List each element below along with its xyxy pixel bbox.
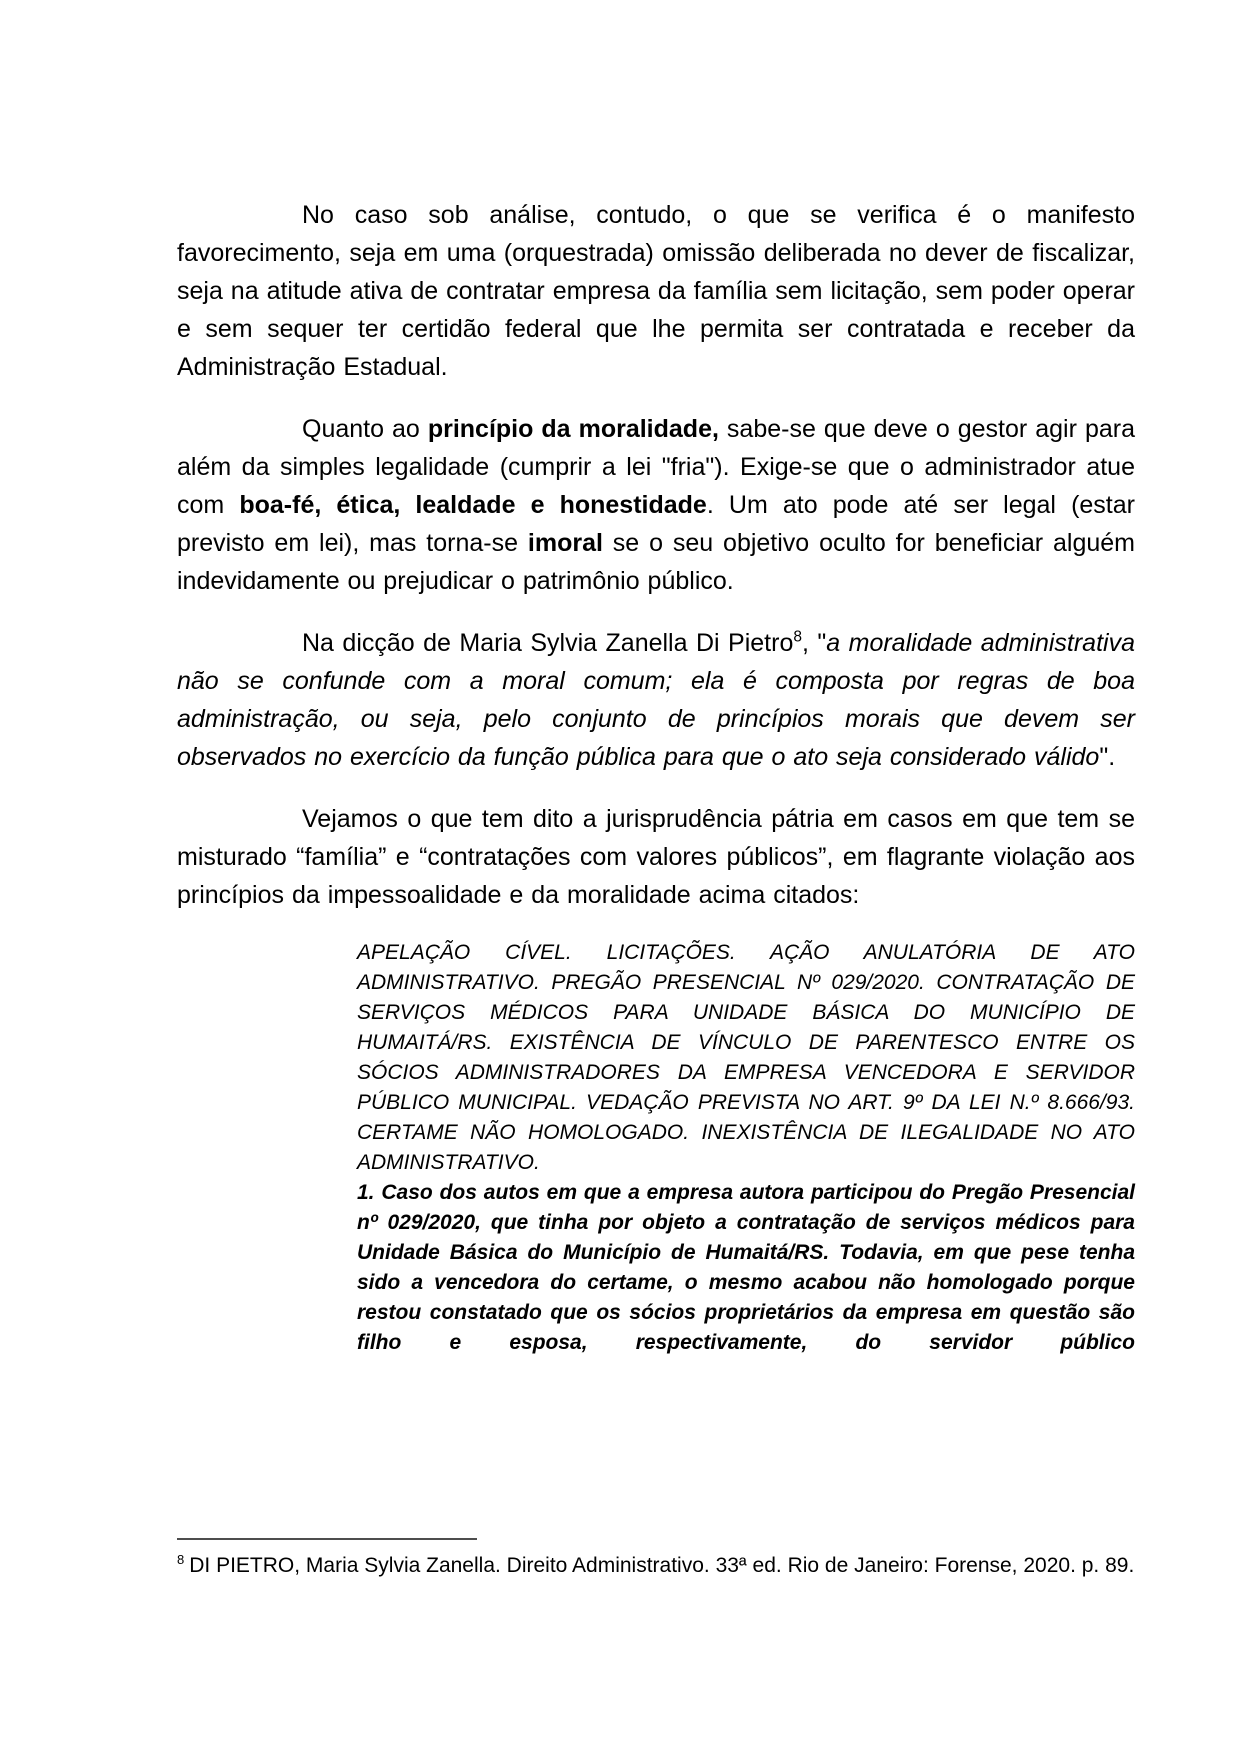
text-run: se o seu objetivo oculto for beneficiar alguém indevidamente ou prejudicar o patrimônio público.: [177, 529, 1136, 595]
text-run: ".: [1099, 743, 1116, 771]
text-run: 1. Caso dos autos em que a empresa autora participou do Pregão Presencial nº 029/2020, que tinha por objeto a contratação de serviços médicos para Unidade Básica do Município de Humaitá/RS. Todavia, em que pese tenha sido a vencedora do certame, o mesmo acabou não homologado porque restou constatado que os sócios proprietários da empresa em questão são filho e esposa, respectivamente, do servidor público: [357, 1181, 1135, 1354]
footnote-mark: 8: [177, 1552, 185, 1567]
text-run: Vejamos o que tem dito a jurisprudência pátria em casos em que tem se misturado “família” e “contratações com valores públicos”, em flagrante violação aos princípios da impessoalidade e da moralidade acima citados:: [177, 805, 1135, 909]
para-vejamos-jurisprudencia: [177, 800, 1135, 914]
quote-ementa: [357, 938, 1135, 1178]
para-principio-da-moralidade: [177, 410, 1135, 600]
text-run: Quanto ao: [302, 415, 428, 443]
quote-item-1: [357, 1178, 1135, 1358]
text-run: No caso sob análise, contudo, o que se verifica é o manifesto favorecimento, seja em uma (orquestrada) omissão deliberada no dever de fiscalizar, seja na atitude ativa de contratar empresa da família sem licitação, sem poder operar e sem sequer ter certidão federal que lhe permita ser contratada e receber da Administração Estadual.: [177, 201, 1135, 381]
text-run: a moralidade administrativa não se confunde com a moral comum; ela é composta por regras de boa administração, ou seja, pelo conjunto de princípios morais que devem ser observados no exercício da função pública para que o ato seja considerado válido: [177, 629, 1135, 771]
text-run: princípio da moralidade,: [427, 415, 719, 443]
text-run: 8: [793, 628, 802, 646]
text-run: boa-fé, ética, lealdade e honestidade: [239, 491, 707, 519]
text-run: . Um ato pode até ser legal (estar previsto em lei), mas torna-se: [177, 491, 1135, 557]
para-manifesto-favorecimento: [177, 196, 1135, 386]
footnote-text: [177, 1551, 1135, 1581]
para-citacao-di-pietro: [177, 624, 1135, 776]
text-run: , ": [801, 629, 827, 657]
text-run: APELAÇÃO CÍVEL. LICITAÇÕES. AÇÃO ANULATÓRIA DE ATO ADMINISTRATIVO. PREGÃO PRESENCIAL Nº 029/2020. CONTRATAÇÃO DE SERVIÇOS MÉDICOS PARA UNIDADE BÁSICA DO MUNICÍPIO DE HUMAITÁ/RS. EXISTÊNCIA DE VÍNCULO DE PARENTESCO ENTRE OS SÓCIOS ADMINISTRADORES DA EMPRESA VENCEDORA E SERVIDOR PÚBLICO MUNICIPAL. VEDAÇÃO PREVISTA NO ART. 9º DA LEI N.º 8.666/93. CERTAME NÃO HOMOLOGADO. INEXISTÊNCIA DE ILEGALIDADE NO ATO ADMINISTRATIVO.: [357, 941, 1135, 1174]
block-quote-jurisprudencia: [177, 938, 1135, 1358]
text-run: sabe-se que deve o gestor agir para além da simples legalidade (cumprir a lei "fria"). Exige-se que o administrador atue com: [177, 415, 1135, 519]
footnote-reference: DI PIETRO, Maria Sylvia Zanella. Direito Administrativo. 33ª ed. Rio de Janeiro: Forense, 2020. p. 89.: [189, 1554, 1135, 1577]
footnote-area: [177, 1538, 1135, 1581]
footnote-separator-rule: [177, 1538, 477, 1540]
text-run: Na dicção de Maria Sylvia Zanella Di Pietro: [302, 629, 794, 657]
text-run: imoral: [527, 529, 603, 557]
